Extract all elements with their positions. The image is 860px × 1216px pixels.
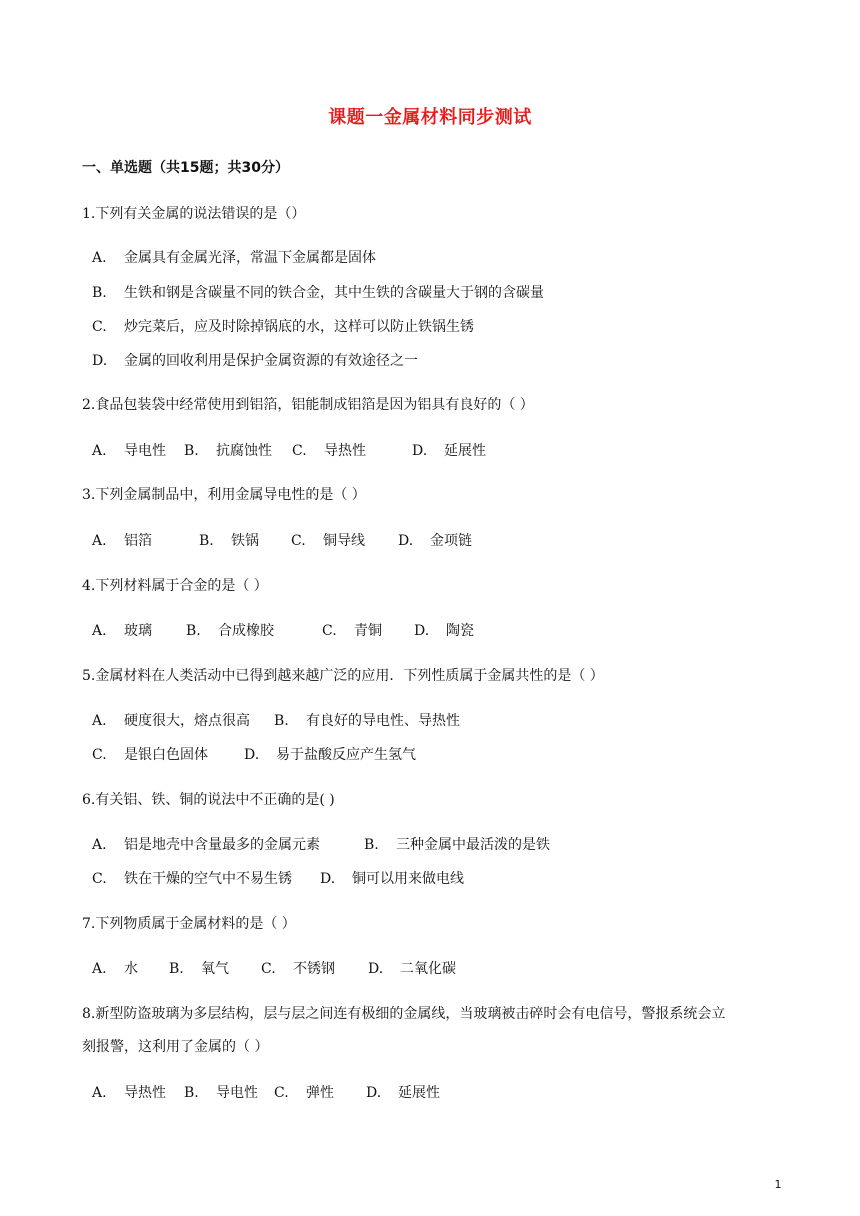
option-letter: C. bbox=[292, 443, 307, 459]
option-text: 不锈钢 bbox=[293, 961, 335, 977]
option-text: 炒完菜后，应及时除掉锅底的水，这样可以防止铁锅生锈 bbox=[124, 319, 474, 335]
option-text: 铜导线 bbox=[323, 533, 365, 549]
option-letter: B. bbox=[186, 623, 201, 639]
question-4-options bbox=[92, 620, 474, 640]
question-5-options-row-2 bbox=[92, 744, 416, 764]
option-text: 导热性 bbox=[324, 443, 366, 459]
option-letter: D. bbox=[368, 961, 384, 977]
option-letter: C. bbox=[274, 1085, 289, 1101]
option-text: 延展性 bbox=[444, 443, 486, 459]
question-8-stem-line-1: 8.新型防盗玻璃为多层结构，层与层之间连有极细的金属线，当玻璃被击碎时会有电信号，警报系统会立 bbox=[82, 1006, 726, 1022]
option-letter: C. bbox=[92, 319, 107, 335]
question-5-options-row-1 bbox=[92, 710, 460, 730]
option-letter: C. bbox=[92, 871, 107, 887]
question-4-stem: 4.下列材料属于合金的是（ ） bbox=[82, 578, 268, 594]
option-text: 金属具有金属光泽，常温下金属都是固体 bbox=[124, 250, 376, 266]
option-letter: D. bbox=[412, 443, 428, 459]
option-text: 青铜 bbox=[354, 623, 382, 639]
option-text: 合成橡胶 bbox=[218, 623, 274, 639]
option-letter: A. bbox=[92, 961, 107, 977]
option-letter: C. bbox=[261, 961, 276, 977]
question-3-options bbox=[92, 530, 472, 550]
option-letter: A. bbox=[92, 443, 107, 459]
option-text: 易于盐酸反应产生氢气 bbox=[276, 747, 416, 763]
option-text: 生铁和钢是含碳量不同的铁合金，其中生铁的含碳量大于钢的含碳量 bbox=[124, 285, 544, 301]
question-1-option-a bbox=[92, 247, 376, 267]
option-text: 铝是地壳中含量最多的金属元素 bbox=[124, 837, 320, 853]
option-letter: B. bbox=[184, 1085, 199, 1101]
option-letter: D. bbox=[244, 747, 260, 763]
option-letter: A. bbox=[92, 250, 107, 266]
option-text: 导热性 bbox=[124, 1085, 166, 1101]
page-number: 1 bbox=[774, 1178, 782, 1191]
option-text: 铁锅 bbox=[231, 533, 259, 549]
question-7-stem: 7.下列物质属于金属材料的是（ ） bbox=[82, 916, 296, 932]
option-letter: D. bbox=[92, 353, 108, 369]
option-letter: B. bbox=[274, 713, 289, 729]
document-title: 课题一金属材料同步测试 bbox=[328, 107, 532, 128]
question-1-option-b bbox=[92, 282, 544, 302]
option-letter: B. bbox=[92, 285, 107, 301]
option-text: 铜可以用来做电线 bbox=[352, 871, 464, 887]
question-1-option-c bbox=[92, 316, 474, 336]
option-text: 三种金属中最活泼的是铁 bbox=[396, 837, 550, 853]
option-text: 氧气 bbox=[201, 961, 229, 977]
option-text: 抗腐蚀性 bbox=[216, 443, 272, 459]
option-text: 玻璃 bbox=[124, 623, 152, 639]
question-6-options-row-1 bbox=[92, 834, 550, 854]
option-letter: C. bbox=[322, 623, 337, 639]
question-3-stem: 3.下列金属制品中，利用金属导电性的是（ ） bbox=[82, 487, 366, 503]
option-text: 导电性 bbox=[124, 443, 166, 459]
option-text: 是银白色固体 bbox=[124, 747, 208, 763]
question-8-stem-line-2: 刻报警，这利用了金属的（ ） bbox=[82, 1039, 269, 1055]
option-letter: A. bbox=[92, 623, 107, 639]
option-text: 延展性 bbox=[398, 1085, 440, 1101]
question-6-options-row-2 bbox=[92, 868, 464, 888]
question-2-stem: 2.食品包装袋中经常使用到铝箔，铝能制成铝箔是因为铝具有良好的（ ） bbox=[82, 397, 534, 413]
option-letter: C. bbox=[92, 747, 107, 763]
question-6-stem: 6.有关铝、铁、铜的说法中不正确的是( ) bbox=[82, 792, 335, 808]
question-1-option-d bbox=[92, 350, 418, 370]
option-text: 有良好的导电性、导热性 bbox=[306, 713, 460, 729]
option-letter: A. bbox=[92, 533, 107, 549]
question-1-stem: 1.下列有关金属的说法错误的是（） bbox=[82, 206, 306, 222]
option-letter: B. bbox=[169, 961, 184, 977]
option-letter: B. bbox=[184, 443, 199, 459]
option-text: 水 bbox=[124, 961, 138, 977]
option-text: 二氧化碳 bbox=[400, 961, 456, 977]
question-5-stem: 5.金属材料在人类活动中已得到越来越广泛的应用．下列性质属于金属共性的是（ ） bbox=[82, 668, 604, 684]
option-text: 弹性 bbox=[306, 1085, 334, 1101]
option-text: 金项链 bbox=[430, 533, 472, 549]
question-8-options bbox=[92, 1082, 440, 1102]
option-letter: B. bbox=[364, 837, 379, 853]
section-heading: 一、单选题（共15题；共30分） bbox=[82, 160, 289, 176]
option-letter: B. bbox=[199, 533, 214, 549]
option-letter: D. bbox=[320, 871, 336, 887]
option-letter: D. bbox=[398, 533, 414, 549]
option-text: 硬度很大，熔点很高 bbox=[124, 713, 250, 729]
option-text: 导电性 bbox=[216, 1085, 258, 1101]
question-2-options bbox=[92, 440, 486, 460]
option-letter: A. bbox=[92, 713, 107, 729]
question-7-options bbox=[92, 958, 456, 978]
option-letter: C. bbox=[291, 533, 306, 549]
option-text: 陶瓷 bbox=[446, 623, 474, 639]
option-text: 金属的回收利用是保护金属资源的有效途径之一 bbox=[124, 353, 418, 369]
option-text: 铁在干燥的空气中不易生锈 bbox=[124, 871, 292, 887]
option-letter: A. bbox=[92, 837, 107, 853]
option-text: 铝箔 bbox=[124, 533, 152, 549]
option-letter: D. bbox=[414, 623, 430, 639]
option-letter: A. bbox=[92, 1085, 107, 1101]
option-letter: D. bbox=[366, 1085, 382, 1101]
